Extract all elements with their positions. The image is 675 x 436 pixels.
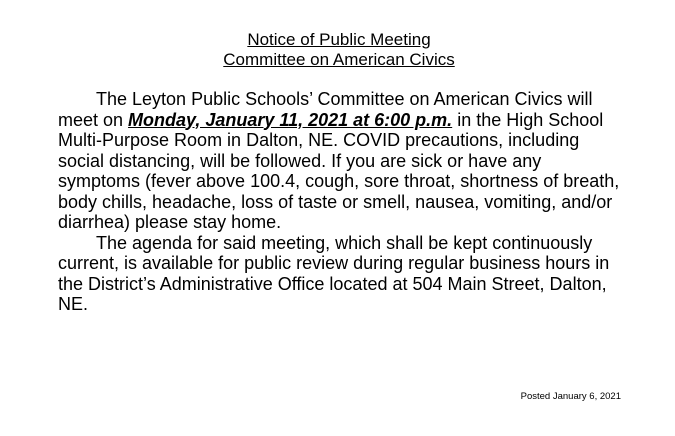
paragraph-1-details: in the High School Multi-Purpose Room in Dalton, NE. COVID precautions, including social distancing, will be followed. If you are sick or have any symptoms (fever above 100.4, cough, sore throat, shortness of breath, body chills, headache, loss of taste or smell, nausea, vomiting, and/or diarrhea) please stay home. bbox=[58, 109, 620, 232]
notice-title-line-1: Notice of Public Meeting bbox=[247, 30, 431, 49]
paragraph-1-intro: The Leyton Public Schools’ Committee on American Civics will meet on bbox=[58, 89, 593, 130]
notice-body bbox=[58, 89, 628, 315]
posted-date: Posted January 6, 2021 bbox=[520, 391, 621, 402]
notice-title-line-2: Committee on American Civics bbox=[223, 50, 455, 69]
meeting-details-paragraph bbox=[58, 89, 628, 233]
notice-title bbox=[50, 30, 628, 70]
public-meeting-notice bbox=[58, 30, 628, 315]
meeting-date-time: Monday, January 11, 2021 at 6:00 p.m. bbox=[128, 109, 453, 130]
agenda-paragraph: The agenda for said meeting, which shall be kept continuously current, is available for public review during regular business hours in the District’s Administrative Office located at 504 Main Street, Dalton, NE. bbox=[58, 232, 610, 314]
